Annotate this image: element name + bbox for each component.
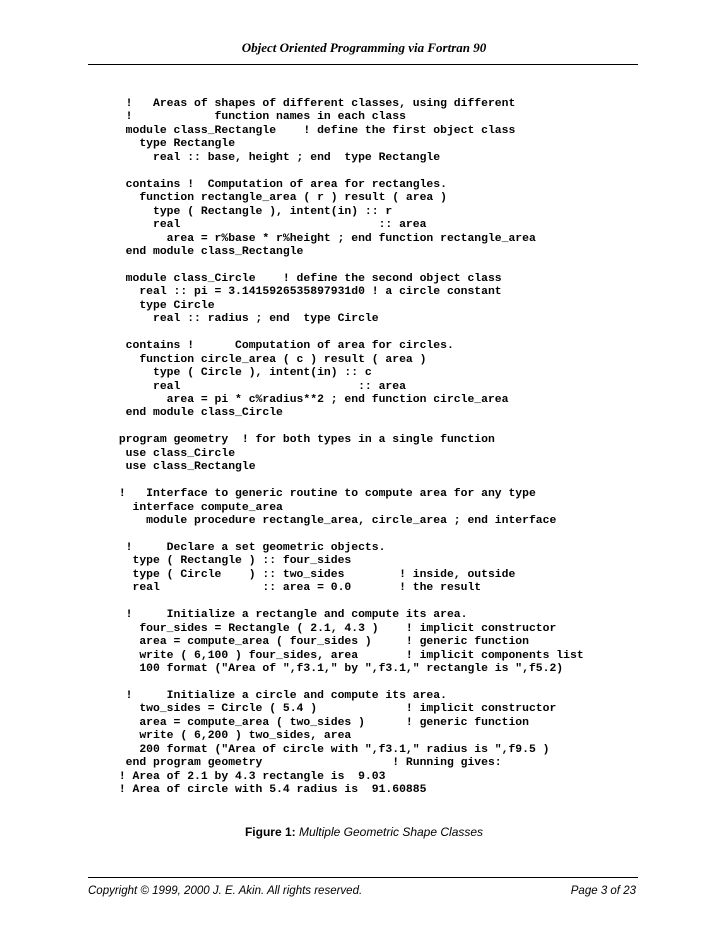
code-line: ! Interface to generic routine to compute area for any type — [112, 488, 536, 501]
code-line: contains ! Computation of area for circles. — [112, 340, 454, 353]
code-line: interface compute_area — [112, 501, 283, 514]
code-line: real :: area — [112, 219, 427, 232]
code-line: write ( 6,200 ) two_sides, area — [112, 730, 352, 743]
page-header-title: Object Oriented Programming via Fortran 90 — [241, 40, 487, 55]
footer-copyright: Copyright © 1999, 2000 J. E. Akin. All rights reserved. — [88, 885, 363, 897]
code-line: ! Area of 2.1 by 4.3 rectangle is 9.03 — [112, 770, 386, 783]
code-line: use class_Circle — [112, 447, 236, 460]
code-line: type Circle — [112, 299, 215, 312]
code-line: ! Declare a set geometric objects. — [112, 541, 386, 554]
code-line: 100 format ("Area of ",f3.1," by ",f3.1," rectangle is ",f5.2) — [112, 663, 564, 676]
code-line: real :: area — [112, 380, 406, 393]
code-line: use class_Rectangle — [112, 461, 256, 474]
code-line: ! function names in each class — [112, 111, 406, 124]
code-line: real :: base, height ; end type Rectangle — [112, 151, 441, 164]
code-line: contains ! Computation of area for rectangles. — [112, 178, 447, 191]
code-line: two_sides = Circle ( 5.4 ) ! implicit constructor — [112, 703, 557, 716]
code-line: module class_Circle ! define the second object class — [112, 272, 502, 285]
footer-rule — [88, 877, 638, 878]
code-line: 200 format ("Area of circle with ",f3.1," radius is ",f9.5 ) — [112, 743, 550, 756]
header-rule — [88, 64, 638, 65]
code-line: real :: area = 0.0 ! the result — [112, 582, 482, 595]
code-line: area = compute_area ( two_sides ) ! generic function — [112, 716, 529, 729]
footer-page-number: Page 3 of 23 — [570, 885, 636, 897]
code-listing — [112, 98, 584, 798]
code-line: end module class_Rectangle — [112, 245, 304, 258]
code-line: type ( Circle ) :: two_sides ! inside, outside — [112, 568, 516, 581]
code-line: type ( Circle ), intent(in) :: c — [112, 367, 372, 380]
code-line: function circle_area ( c ) result ( area ) — [112, 353, 427, 366]
code-line: module class_Rectangle ! define the first object class — [112, 124, 516, 137]
code-line: module procedure rectangle_area, circle_area ; end interface — [112, 515, 557, 528]
code-line: type ( Rectangle ) :: four_sides — [112, 555, 352, 568]
code-line: four_sides = Rectangle ( 2.1, 4.3 ) ! implicit constructor — [112, 622, 557, 635]
code-line: real :: pi = 3.1415926535897931d0 ! a circle constant — [112, 286, 502, 299]
figure-label: Figure 1: — [244, 825, 296, 839]
code-line: ! Initialize a rectangle and compute its area. — [112, 609, 468, 622]
code-line: type ( Rectangle ), intent(in) :: r — [112, 205, 393, 218]
code-line: end module class_Circle — [112, 407, 283, 420]
figure-caption-text: Multiple Geometric Shape Classes — [298, 825, 484, 839]
code-line: write ( 6,100 ) four_sides, area ! implicit components list — [112, 649, 584, 662]
code-line: area = r%base * r%height ; end function rectangle_area — [112, 232, 536, 245]
code-line: area = compute_area ( four_sides ) ! generic function — [112, 636, 529, 649]
code-line: real :: radius ; end type Circle — [112, 313, 379, 326]
code-line: function rectangle_area ( r ) result ( area ) — [112, 192, 447, 205]
code-line: program geometry ! for both types in a single function — [112, 434, 495, 447]
code-line: ! Areas of shapes of different classes, using different — [112, 98, 516, 110]
code-line: ! Initialize a circle and compute its area. — [112, 689, 447, 702]
code-line: type Rectangle — [112, 138, 236, 151]
code-line: end program geometry ! Running gives: — [112, 757, 502, 770]
code-line: area = pi * c%radius**2 ; end function circle_area — [112, 393, 509, 406]
figure-caption — [0, 825, 728, 839]
code-line: ! Area of circle with 5.4 radius is 91.60885 — [112, 784, 427, 797]
